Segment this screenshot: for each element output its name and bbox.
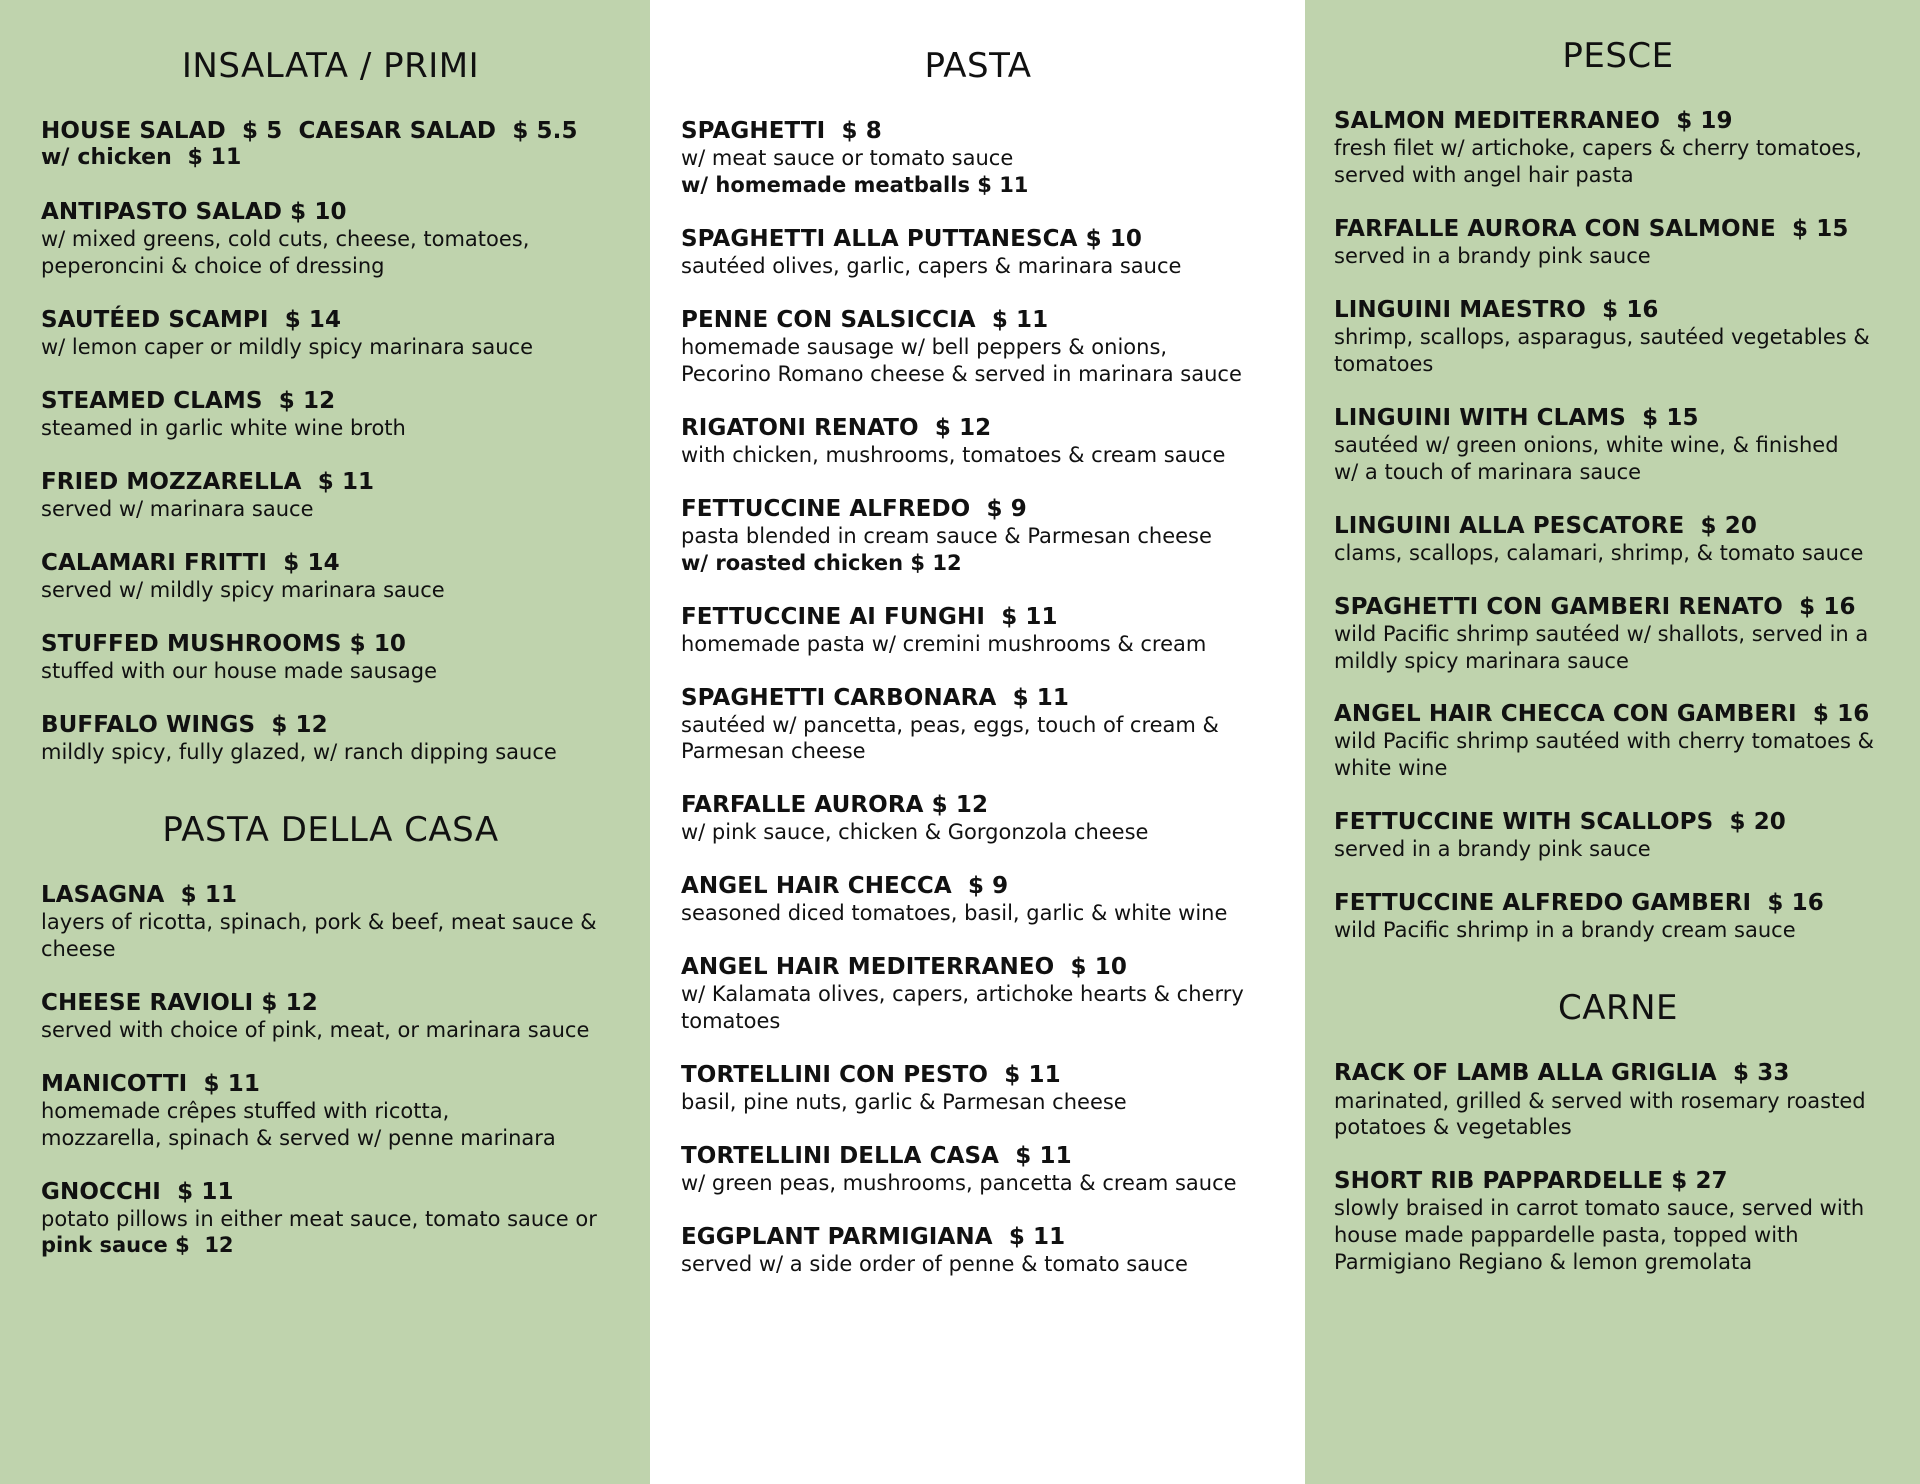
item-name: FETTUCCINE WITH SCALLOPS $ 20 xyxy=(1334,809,1786,836)
menu-item-stuffed-mushrooms xyxy=(41,630,620,685)
item-name: RIGATONI RENATO $ 12 xyxy=(681,414,992,441)
item-description: sautéed olives, garlic, capers & marinara sauce xyxy=(681,254,1182,279)
item-name: LINGUINI WITH CLAMS $ 15 xyxy=(1334,404,1699,431)
item-name: STEAMED CLAMS $ 12 xyxy=(41,387,336,414)
item-description: homemade crêpes stuffed with ricotta, mozzarella, spinach & served w/ penne marinara xyxy=(41,1098,556,1150)
menu-item-farfalle-aurora xyxy=(681,791,1275,846)
item-name: PENNE CON SALSICCIA $ 11 xyxy=(681,307,1049,334)
item-name: RACK OF LAMB ALLA GRIGLIA $ 33 xyxy=(1334,1060,1790,1087)
menu-item-short-rib-pappardelle xyxy=(1334,1167,1902,1276)
item-name: BUFFALO WINGS $ 12 xyxy=(41,711,328,738)
item-name: SALMON MEDITERRANEO $ 19 xyxy=(1334,108,1733,135)
item-description: potato pillows in either meat sauce, tomato sauce or xyxy=(41,1206,597,1231)
menu-item-buffalo-wings xyxy=(41,711,620,766)
item-name: LINGUINI ALLA PESCATORE $ 20 xyxy=(1334,512,1757,539)
menu-item-angel-hair-mediterraneo xyxy=(681,953,1275,1035)
item-name: FETTUCCINE ALFREDO GAMBERI $ 16 xyxy=(1334,890,1824,917)
item-description: pasta blended in cream sauce & Parmesan cheese xyxy=(681,523,1212,548)
item-description: homemade sausage w/ bell peppers & onions, Pecorino Romano cheese & served in marinara sauce xyxy=(681,335,1242,387)
menu-item-tortellini-della-casa xyxy=(681,1142,1275,1197)
item-description: marinated, grilled & served with rosemary roasted potatoes & vegetables xyxy=(1334,1088,1866,1140)
menu-item-lasagna xyxy=(41,881,620,963)
item-description: w/ Kalamata olives, capers, artichoke hearts & cherry tomatoes xyxy=(681,982,1244,1034)
item-name: EGGPLANT PARMIGIANA $ 11 xyxy=(681,1223,1066,1250)
item-name: STUFFED MUSHROOMS $ 10 xyxy=(41,630,407,657)
item-description: clams, scallops, calamari, shrimp, & tomato sauce xyxy=(1334,540,1864,565)
item-name: FETTUCCINE AI FUNGHI $ 11 xyxy=(681,603,1058,630)
item-description: sautéed w/ pancetta, peas, eggs, touch of cream & Parmesan cheese xyxy=(681,712,1219,764)
item-description: w/ green peas, mushrooms, pancetta & cream sauce xyxy=(681,1170,1237,1195)
item-description: basil, pine nuts, garlic & Parmesan cheese xyxy=(681,1090,1127,1115)
item-name: SPAGHETTI CARBONARA $ 11 xyxy=(681,684,1069,711)
menu-item-gnocchi xyxy=(41,1178,620,1260)
menu-item-angel-hair-checca-gamberi xyxy=(1334,700,1902,782)
menu-item-sauteed-scampi xyxy=(41,306,620,361)
menu-item-fettuccine-alfredo-gamberi xyxy=(1334,889,1902,944)
menu-item-house-caesar-salad xyxy=(41,117,620,172)
item-description: wild Pacific shrimp sautéed with cherry tomatoes & white wine xyxy=(1334,729,1875,781)
item-description: w/ meat sauce or tomato sauce xyxy=(681,146,1014,171)
menu-item-antipasto-salad xyxy=(41,198,620,280)
item-description: w/ lemon caper or mildly spicy marinara sauce xyxy=(41,335,533,360)
item-name: FRIED MOZZARELLA $ 11 xyxy=(41,468,375,495)
menu-item-spaghetti-carbonara xyxy=(681,684,1275,766)
menu-item-tortellini-pesto xyxy=(681,1061,1275,1116)
menu-item-linguini-maestro xyxy=(1334,296,1902,378)
item-description: w/ mixed greens, cold cuts, cheese, tomatoes, peperoncini & choice of dressing xyxy=(41,227,530,279)
item-description: slowly braised in carrot tomato sauce, served with house made pappardelle pasta, topped with Parmigiano Regiano & lemon gremolata xyxy=(1334,1196,1865,1275)
item-name: SPAGHETTI ALLA PUTTANESCA $ 10 xyxy=(681,226,1143,253)
item-addon: w/ roasted chicken $ 12 xyxy=(681,550,962,575)
menu-item-farfalle-aurora-salmone xyxy=(1334,215,1902,270)
item-description: served w/ marinara sauce xyxy=(41,496,314,521)
item-name: CALAMARI FRITTI $ 14 xyxy=(41,549,340,576)
item-name: CHEESE RAVIOLI $ 12 xyxy=(41,989,318,1016)
item-description: wild Pacific shrimp sautéed w/ shallots, served in a mildly spicy marinara sauce xyxy=(1334,621,1869,673)
item-name: ANTIPASTO SALAD $ 10 xyxy=(41,199,347,226)
item-addon: w/ chicken $ 11 xyxy=(41,145,242,171)
item-name: LASAGNA $ 11 xyxy=(41,881,238,908)
menu-item-rack-of-lamb xyxy=(1334,1059,1902,1141)
item-name: TORTELLINI DELLA CASA $ 11 xyxy=(681,1142,1072,1169)
menu-item-linguini-clams xyxy=(1334,404,1902,486)
menu-item-linguini-pescatore xyxy=(1334,512,1902,567)
menu-item-penne-salsiccia xyxy=(681,306,1275,388)
section-title-pasta-della-casa: PASTA DELLA CASA xyxy=(162,809,499,850)
menu-item-spaghetti-puttanesca xyxy=(681,225,1275,280)
menu-item-manicotti xyxy=(41,1070,620,1152)
menu-column-left xyxy=(0,0,650,1484)
item-description: served w/ mildly spicy marinara sauce xyxy=(41,577,445,602)
item-name: SAUTÉED SCAMPI $ 14 xyxy=(41,307,342,334)
section-title-pasta: PASTA xyxy=(924,46,1032,86)
menu-column-right xyxy=(1305,0,1920,1484)
item-name: SPAGHETTI CON GAMBERI RENATO $ 16 xyxy=(1334,593,1856,620)
item-name: ANGEL HAIR CHECCA $ 9 xyxy=(681,873,1009,900)
item-description: served with choice of pink, meat, or marinara sauce xyxy=(41,1017,590,1042)
item-description: with chicken, mushrooms, tomatoes & cream sauce xyxy=(681,442,1226,467)
item-name: TORTELLINI CON PESTO $ 11 xyxy=(681,1061,1061,1088)
item-name: LINGUINI MAESTRO $ 16 xyxy=(1334,297,1659,324)
item-name: GNOCCHI $ 11 xyxy=(41,1178,234,1205)
item-description: homemade pasta w/ cremini mushrooms & cream xyxy=(681,631,1207,656)
item-description: steamed in garlic white wine broth xyxy=(41,416,406,441)
item-description: layers of ricotta, spinach, pork & beef, meat sauce & cheese xyxy=(41,910,597,961)
item-description: sautéed w/ green onions, white wine, & finished w/ a touch of marinara sauce xyxy=(1334,432,1839,484)
item-name: ANGEL HAIR MEDITERRANEO $ 10 xyxy=(681,954,1127,981)
menu-item-fettuccine-alfredo xyxy=(681,495,1275,577)
menu-item-cheese-ravioli xyxy=(41,989,620,1044)
menu-column-middle xyxy=(650,0,1305,1484)
item-description: served in a brandy pink sauce xyxy=(1334,244,1651,269)
menu-item-calamari-fritti xyxy=(41,549,620,604)
item-name: HOUSE SALAD $ 5 CAESAR SALAD $ 5.5 xyxy=(41,118,578,145)
menu-item-steamed-clams xyxy=(41,387,620,442)
item-addon: pink sauce $ 12 xyxy=(41,1233,234,1258)
item-description: w/ pink sauce, chicken & Gorgonzola cheese xyxy=(681,820,1149,845)
item-description: fresh filet w/ artichoke, capers & cherry tomatoes, served with angel hair pasta xyxy=(1334,136,1862,188)
item-description: served w/ a side order of penne & tomato sauce xyxy=(681,1251,1188,1276)
item-description: seasoned diced tomatoes, basil, garlic & white wine xyxy=(681,901,1228,926)
item-name: FARFALLE AURORA $ 12 xyxy=(681,792,989,819)
menu-item-spaghetti xyxy=(681,117,1275,199)
menu-item-angel-hair-checca xyxy=(681,872,1275,927)
menu-item-eggplant-parmigiana xyxy=(681,1223,1275,1278)
menu-item-salmon-mediterraneo xyxy=(1334,107,1902,189)
item-name: FETTUCCINE ALFREDO $ 9 xyxy=(681,495,1027,522)
item-description: mildly spicy, fully glazed, w/ ranch dipping sauce xyxy=(41,739,557,764)
item-name: MANICOTTI $ 11 xyxy=(41,1070,260,1097)
menu-item-rigatoni-renato xyxy=(681,414,1275,469)
item-description: served in a brandy pink sauce xyxy=(1334,837,1651,862)
item-addon: w/ homemade meatballs $ 11 xyxy=(681,173,1029,198)
item-name: FARFALLE AURORA CON SALMONE $ 15 xyxy=(1334,216,1849,243)
item-name: SPAGHETTI $ 8 xyxy=(681,118,882,145)
section-title-pesce: PESCE xyxy=(1562,36,1674,76)
item-name: ANGEL HAIR CHECCA CON GAMBERI $ 16 xyxy=(1334,701,1870,728)
menu-item-fried-mozzarella xyxy=(41,468,620,523)
item-description: wild Pacific shrimp in a brandy cream sauce xyxy=(1334,918,1796,943)
section-title-carne: CARNE xyxy=(1557,988,1679,1029)
item-name: SHORT RIB PAPPARDELLE $ 27 xyxy=(1334,1168,1728,1195)
menu-item-fettuccine-scallops xyxy=(1334,808,1902,863)
menu-item-fettuccine-funghi xyxy=(681,603,1275,658)
item-description: stuffed with our house made sausage xyxy=(41,658,438,683)
section-title-insalata-primi: INSALATA / PRIMI xyxy=(181,46,480,86)
menu-item-spaghetti-gamberi-renato xyxy=(1334,593,1902,675)
item-description: shrimp, scallops, asparagus, sautéed vegetables & tomatoes xyxy=(1334,325,1870,377)
